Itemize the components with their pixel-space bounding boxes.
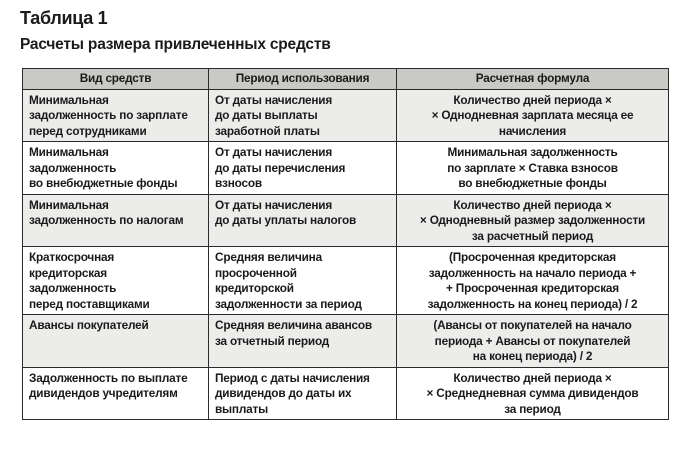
- cell-period: [209, 194, 397, 247]
- cell-type-line: Краткосрочная: [29, 250, 115, 264]
- cell-type-line: задолженность по налогам: [29, 213, 184, 227]
- cell-formula: [397, 194, 669, 247]
- cell-period: [209, 142, 397, 195]
- cell-period-line: за отчетный период: [215, 333, 330, 348]
- cell-type: [23, 315, 209, 368]
- cell-period-line: Средняя величина авансов: [215, 318, 372, 332]
- cell-type: [23, 367, 209, 420]
- cell-formula-line: задолженность на начало периода +: [428, 265, 637, 280]
- cell-type-line: Задолженность по выплате: [29, 370, 188, 385]
- cell-type: [23, 89, 209, 142]
- cell-formula-line: × Среднедневная сумма дивидендов: [426, 386, 639, 400]
- cell-period-line: кредиторской: [215, 281, 294, 295]
- cell-period: [209, 89, 397, 142]
- cell-formula-line: за расчетный период: [471, 228, 594, 243]
- cell-period-line: От даты начисления: [215, 197, 333, 212]
- cell-type-line: Минимальная: [29, 145, 109, 159]
- header-formula: Расчетная формула: [397, 69, 669, 90]
- table-row: [23, 194, 669, 247]
- cell-period-line: до даты уплаты налогов: [215, 213, 357, 227]
- cell-formula-line: во внебюджетные фонды: [458, 176, 607, 190]
- cell-formula: [397, 315, 669, 368]
- cell-period: [209, 247, 397, 315]
- cell-period-line: Средняя величина: [215, 250, 322, 264]
- cell-type: [23, 247, 209, 315]
- cell-formula-line: (Авансы от покупателей на начало: [433, 318, 632, 332]
- cell-period-line: Период с даты начисления: [215, 370, 370, 385]
- cell-formula-line: начисления: [498, 123, 567, 138]
- table-row: [23, 142, 669, 195]
- cell-formula-line: Количество дней периода ×: [453, 197, 612, 212]
- cell-period-line: просроченной: [215, 265, 297, 280]
- cell-period-line: до даты перечисления: [215, 160, 346, 175]
- cell-formula-line: × Однодневный размер задолженности: [419, 213, 646, 227]
- table-body: [23, 89, 669, 420]
- table-row: [23, 89, 669, 142]
- cell-period-line: задолженности за период: [215, 296, 362, 311]
- cell-type-line: кредиторская: [29, 265, 107, 280]
- cell-formula-line: × Однодневная зарплата месяца ее: [431, 108, 634, 122]
- header-type: Вид средств: [23, 69, 209, 90]
- table-subtitle: Расчеты размера привлеченных средств: [20, 36, 331, 53]
- cell-period-line: дивидендов до даты их: [215, 386, 352, 400]
- cell-period-line: выплаты: [215, 401, 268, 416]
- header-period: Период использования: [209, 69, 397, 90]
- table-header-row: [23, 69, 669, 90]
- cell-period-line: взносов: [215, 176, 262, 190]
- cell-formula-line: + Просроченная кредиторская: [446, 281, 619, 295]
- cell-formula: [397, 142, 669, 195]
- cell-type-line: во внебюджетные фонды: [29, 176, 178, 190]
- cell-type-line: Минимальная: [29, 92, 109, 107]
- cell-period-line: до даты выплаты: [215, 108, 318, 122]
- cell-type-line: задолженность: [29, 160, 117, 175]
- cell-formula: [397, 367, 669, 420]
- cell-formula-line: Количество дней периода ×: [453, 92, 612, 107]
- cell-formula: [397, 247, 669, 315]
- table-row: [23, 247, 669, 315]
- cell-formula-line: на конец периода) / 2: [472, 349, 593, 363]
- cell-formula-line: (Просроченная кредиторская: [449, 250, 616, 264]
- cell-formula: [397, 89, 669, 142]
- cell-type-line: Авансы покупателей: [29, 318, 149, 332]
- cell-formula-line: периода + Авансы от покупателей: [434, 333, 631, 348]
- cell-formula-line: по зарплате × Ставка взносов: [447, 160, 618, 175]
- table-row: [23, 367, 669, 420]
- cell-type-line: задолженность по зарплате: [29, 108, 188, 122]
- cell-period: [209, 315, 397, 368]
- cell-formula-line: Количество дней периода ×: [453, 370, 612, 385]
- calculation-table: [22, 68, 669, 420]
- cell-formula-line: задолженность на конец периода) / 2: [427, 296, 638, 311]
- cell-type-line: перед сотрудниками: [29, 123, 147, 138]
- cell-period-line: От даты начисления: [215, 145, 333, 159]
- table-title: Таблица 1: [20, 8, 108, 28]
- cell-formula-line: за период: [504, 401, 561, 416]
- cell-type-line: Минимальная: [29, 197, 109, 212]
- table-row: [23, 315, 669, 368]
- cell-period: [209, 367, 397, 420]
- cell-period-line: заработной платы: [215, 123, 320, 138]
- cell-type-line: перед поставщиками: [29, 296, 150, 311]
- cell-type-line: дивидендов учредителям: [29, 386, 178, 400]
- cell-type: [23, 142, 209, 195]
- cell-formula-line: Минимальная задолженность: [447, 145, 618, 159]
- cell-type: [23, 194, 209, 247]
- cell-type-line: задолженность: [29, 281, 117, 295]
- cell-period-line: От даты начисления: [215, 92, 333, 107]
